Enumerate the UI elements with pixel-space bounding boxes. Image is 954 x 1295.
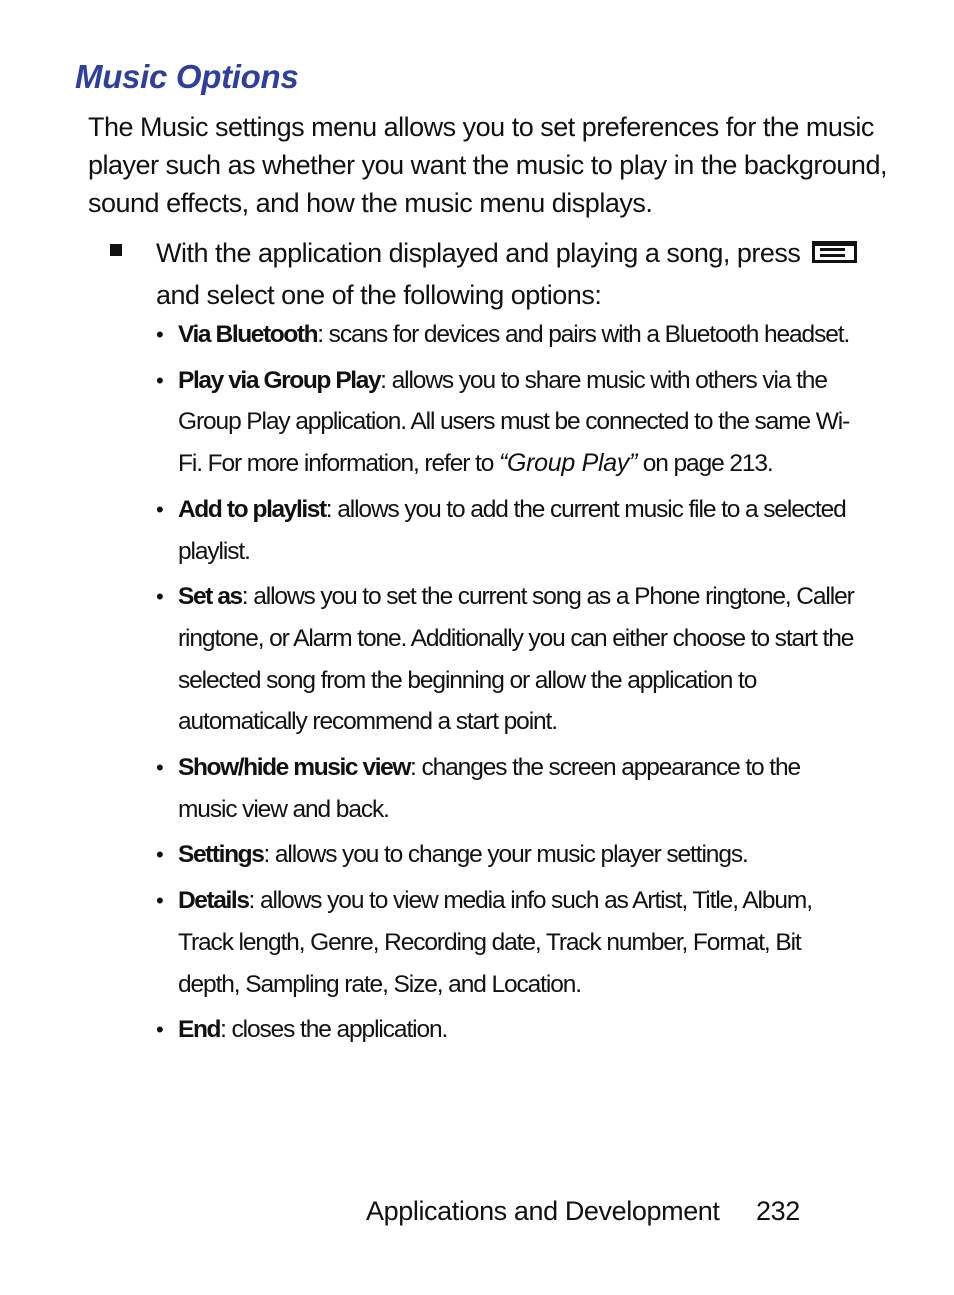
option-term: End [178, 1016, 221, 1044]
footer-section-name: Applications and Development [366, 1196, 720, 1226]
option-desc: : allows you to set the current song as a Phone ringtone, Caller ringtone, or Alarm tone. Additionally you can either choose to start the selected song from the beginning or allow the application to automatically recommend a start point. [178, 583, 854, 736]
cross-reference-link[interactable]: “Group Play” [498, 449, 638, 478]
option-play-via-group-play [156, 360, 856, 485]
option-term: Show/hide music view [178, 754, 411, 782]
option-via-bluetooth [156, 314, 856, 356]
bullet-dot: • [156, 755, 163, 781]
option-term: Play via Group Play [178, 366, 381, 394]
option-desc-after: on page 213. [637, 450, 773, 478]
menu-key-icon [812, 241, 857, 263]
option-desc: : scans for devices and pairs with a Bluetooth headset. [317, 321, 850, 348]
bullet-dot: • [156, 322, 163, 347]
option-add-to-playlist [156, 489, 856, 572]
bullet-dot: • [156, 888, 163, 914]
option-term: Add to playlist [178, 495, 326, 523]
option-term: Details [178, 887, 249, 915]
option-desc: : allows you to add the current music file to a selected playlist. [178, 495, 846, 565]
option-term: Via Bluetooth [178, 321, 318, 348]
option-set-as [156, 576, 856, 743]
step-instruction [156, 232, 876, 316]
option-desc: : allows you to view media info such as Artist, Title, Album, Track length, Genre, Recording date, Track number, Format, Bit depth, Sampling rate, Size, and Location. [178, 887, 812, 998]
step-text-before: With the application displayed and playing a song, press [156, 238, 801, 268]
option-details [156, 880, 856, 1005]
option-term: Settings [178, 841, 264, 869]
intro-paragraph: The Music settings menu allows you to set preferences for the music player such as whether you want the music to play in the background, sound effects, and how the music menu displays. [88, 112, 887, 218]
step-bullet-square [110, 244, 122, 256]
step-text-after: and select one of the following options: [156, 280, 602, 310]
option-show-hide-music-view [156, 747, 856, 830]
bullet-dot: • [156, 367, 163, 393]
option-desc: : closes the application. [220, 1016, 448, 1044]
option-settings [156, 834, 856, 876]
bullet-dot: • [156, 842, 163, 868]
option-desc: : allows you to share music with others via the Group Play application. All users must be connected to the same Wi-Fi. For more information, refer to [178, 366, 850, 478]
option-term: Set as [178, 583, 242, 611]
bullet-dot: • [156, 496, 163, 522]
option-desc: : allows you to change your music player settings. [263, 841, 748, 869]
option-desc: : changes the screen appearance to the music view and back. [178, 754, 801, 823]
section-title: Music Options [75, 58, 299, 95]
page-footer [0, 1196, 954, 1236]
bullet-dot: • [156, 584, 163, 610]
option-end [156, 1009, 856, 1051]
page-number: 232 [756, 1196, 800, 1226]
bullet-dot: • [156, 1017, 163, 1043]
options-list [156, 314, 856, 1055]
